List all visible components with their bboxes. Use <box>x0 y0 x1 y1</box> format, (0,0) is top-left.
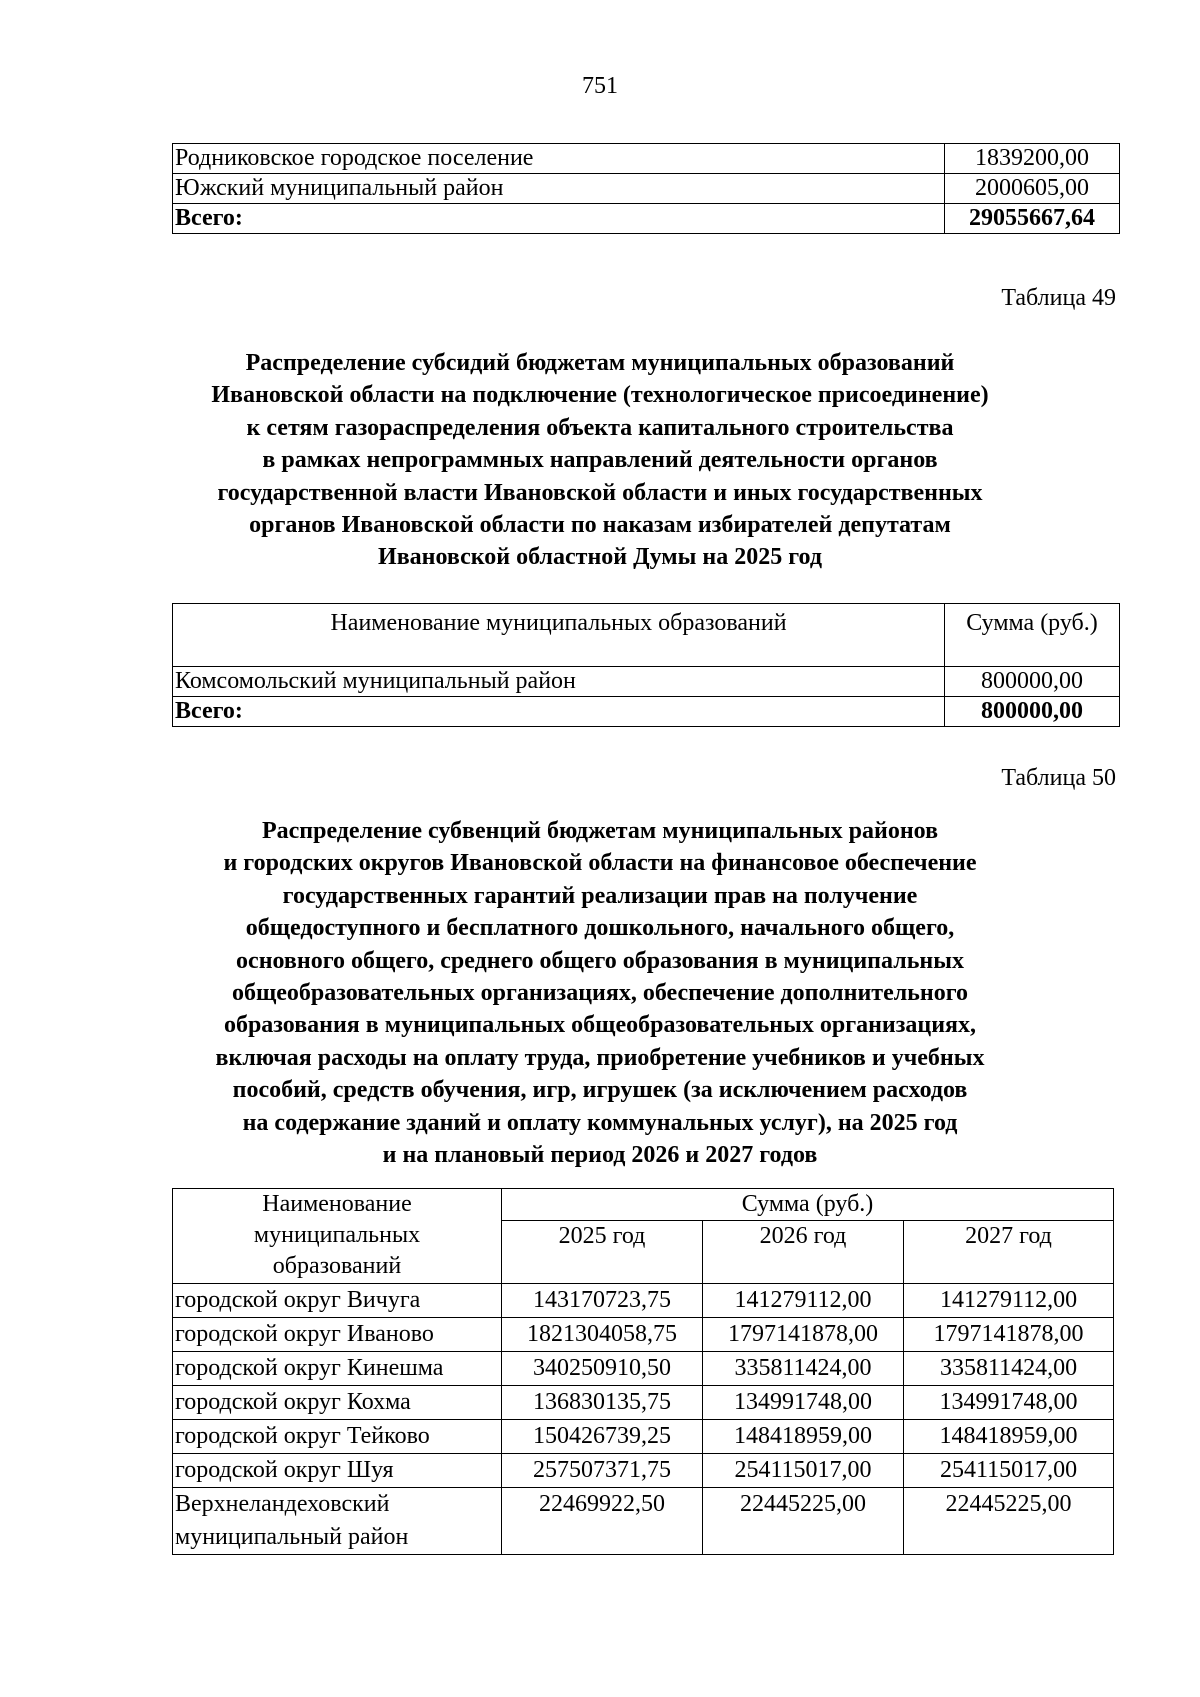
table-50-title <box>150 815 1050 1171</box>
total-row <box>173 204 1120 234</box>
total-value: 800000,00 <box>945 697 1120 727</box>
sum-value: 1839200,00 <box>945 144 1120 174</box>
title-line: Ивановской области на подключение (технологическое присоединение) <box>211 382 989 409</box>
table-row <box>173 1352 1114 1386</box>
value-2027: 134991748,00 <box>904 1386 1114 1420</box>
sum-value: 2000605,00 <box>945 174 1120 204</box>
header-row <box>173 604 1120 667</box>
value-2026: 148418959,00 <box>703 1420 904 1454</box>
value-2025: 340250910,50 <box>502 1352 703 1386</box>
title-line: основного общего, среднего общего образования в муниципальных <box>236 947 964 974</box>
municipality-name: Южский муниципальный район <box>173 174 945 204</box>
value-2026: 335811424,00 <box>703 1352 904 1386</box>
value-2025: 150426739,25 <box>502 1420 703 1454</box>
table-row <box>173 667 1120 697</box>
header-line: образований <box>272 1253 402 1279</box>
header-row <box>173 1189 1114 1221</box>
title-line: государственной власти Ивановской области и иных государственных <box>217 479 983 506</box>
value-2027: 22445225,00 <box>904 1488 1114 1555</box>
column-header-name: Наименование муниципальных образований <box>173 604 945 667</box>
table-49-title <box>150 347 1050 574</box>
table-50 <box>172 1188 1114 1555</box>
value-2026: 141279112,00 <box>703 1284 904 1318</box>
continued-table <box>172 143 1120 234</box>
value-2026: 1797141878,00 <box>703 1318 904 1352</box>
value-2026: 22445225,00 <box>703 1488 904 1555</box>
total-label: Всего: <box>173 204 945 234</box>
sum-value: 800000,00 <box>945 667 1120 697</box>
table-row <box>173 1386 1114 1420</box>
municipality-name: Комсомольский муниципальный район <box>173 667 945 697</box>
table-49-label: Таблица 49 <box>1001 285 1116 311</box>
municipality-name: городской округ Кохма <box>173 1386 502 1420</box>
title-line: Распределение субсидий бюджетам муниципальных образований <box>245 350 955 376</box>
title-line: на содержание зданий и оплату коммунальных услуг), на 2025 год <box>242 1109 958 1136</box>
municipality-name: Верхнеландеховский муниципальный район <box>173 1488 502 1555</box>
title-line: пособий, средств обучения, игр, игрушек (за исключением расходов <box>232 1077 968 1104</box>
value-2026: 134991748,00 <box>703 1386 904 1420</box>
title-line: в рамках непрограммных направлений деятельности органов <box>262 447 938 474</box>
column-header-2025: 2025 год <box>502 1221 703 1284</box>
table-row <box>173 1284 1114 1318</box>
value-2027: 254115017,00 <box>904 1454 1114 1488</box>
title-line: включая расходы на оплату труда, приобретение учебников и учебных <box>215 1044 985 1071</box>
table-row <box>173 1420 1114 1454</box>
value-2025: 257507371,75 <box>502 1454 703 1488</box>
column-header-2027: 2027 год <box>904 1221 1114 1284</box>
total-label: Всего: <box>173 697 945 727</box>
title-line: к сетям газораспределения объекта капитального строительства <box>246 414 954 441</box>
column-header-name <box>173 1189 502 1284</box>
header-line: Наименование <box>262 1191 412 1217</box>
value-2027: 141279112,00 <box>904 1284 1114 1318</box>
title-line: государственных гарантий реализации прав на получение <box>282 882 918 909</box>
value-2025: 1821304058,75 <box>502 1318 703 1352</box>
table-row <box>173 1318 1114 1352</box>
value-2025: 136830135,75 <box>502 1386 703 1420</box>
total-value: 29055667,64 <box>945 204 1120 234</box>
column-header-sum: Сумма (руб.) <box>502 1189 1114 1221</box>
title-line: органов Ивановской области по наказам избирателей депутатам <box>249 512 951 539</box>
title-line: общедоступного и бесплатного дошкольного, начального общего, <box>245 915 955 942</box>
value-2025: 143170723,75 <box>502 1284 703 1318</box>
title-line: Ивановской областной Думы на 2025 год <box>378 544 822 571</box>
table-row <box>173 144 1120 174</box>
title-line: образования в муниципальных общеобразовательных организациях, <box>223 1012 977 1039</box>
value-2027: 335811424,00 <box>904 1352 1114 1386</box>
title-line: общеобразовательных организациях, обеспечение дополнительного <box>231 980 969 1007</box>
table-row <box>173 1454 1114 1488</box>
municipality-name: городской округ Вичуга <box>173 1284 502 1318</box>
title-line: и городских округов Ивановской области на финансовое обеспечение <box>223 850 977 877</box>
title-line: и на плановый период 2026 и 2027 годов <box>382 1142 818 1169</box>
table-49 <box>172 603 1120 727</box>
municipality-name: городской округ Шуя <box>173 1454 502 1488</box>
table-row <box>173 174 1120 204</box>
title-line: Распределение субвенций бюджетам муниципальных районов <box>261 818 939 844</box>
municipality-name: городской округ Кинешма <box>173 1352 502 1386</box>
column-header-2026: 2026 год <box>703 1221 904 1284</box>
value-2025: 22469922,50 <box>502 1488 703 1555</box>
municipality-name: городской округ Иваново <box>173 1318 502 1352</box>
column-header-sum: Сумма (руб.) <box>945 604 1120 667</box>
municipality-name: городской округ Тейково <box>173 1420 502 1454</box>
value-2027: 148418959,00 <box>904 1420 1114 1454</box>
table-row <box>173 1488 1114 1555</box>
municipality-name: Родниковское городское поселение <box>173 144 945 174</box>
value-2026: 254115017,00 <box>703 1454 904 1488</box>
value-2027: 1797141878,00 <box>904 1318 1114 1352</box>
table-50-label: Таблица 50 <box>1001 765 1116 791</box>
total-row <box>173 697 1120 727</box>
header-line: муниципальных <box>253 1222 421 1248</box>
page-number: 751 <box>582 73 618 99</box>
